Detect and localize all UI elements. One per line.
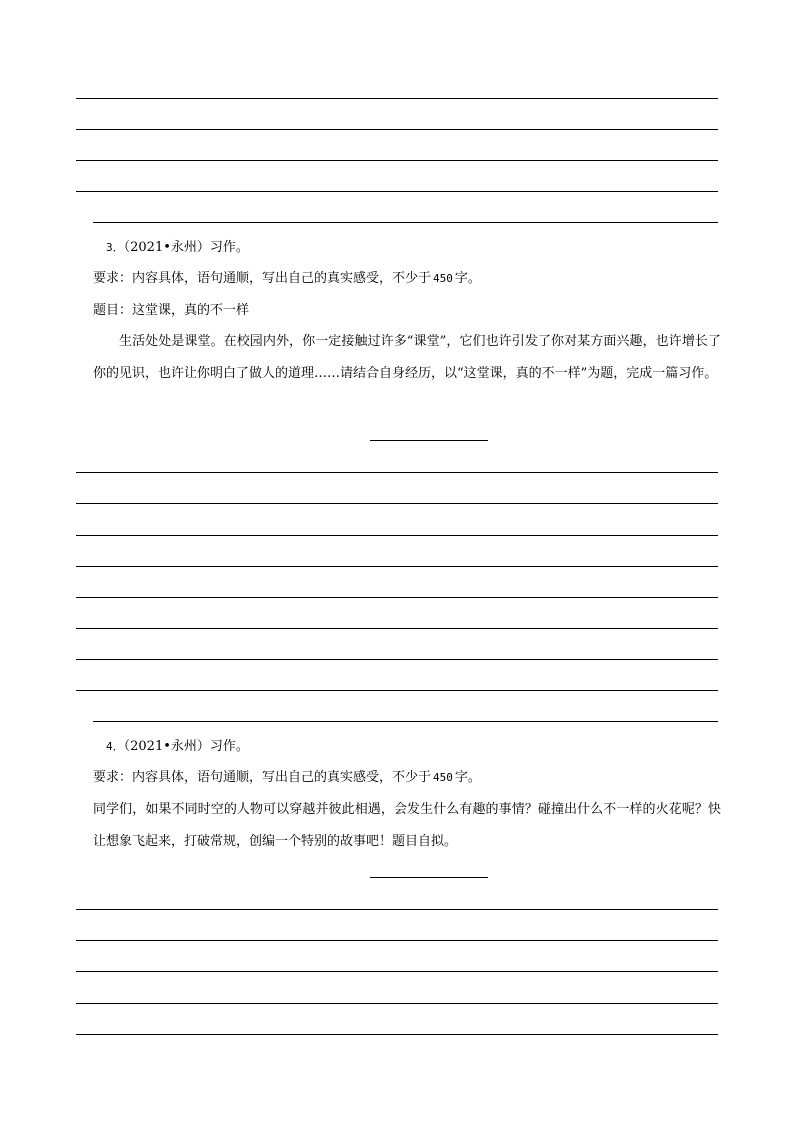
question-number: 3． — [106, 241, 124, 254]
question-3-requirement — [93, 270, 481, 288]
writing-line — [76, 472, 718, 473]
question-4-header — [106, 738, 249, 756]
writing-line — [76, 503, 718, 504]
writing-line — [76, 940, 718, 941]
writing-line — [76, 98, 718, 99]
writing-line — [93, 721, 718, 722]
requirement-text: 要求：内容具体，语句通顺，写出自己的真实感受，不少于 — [93, 271, 432, 286]
writing-line — [76, 690, 718, 691]
writing-line — [76, 659, 718, 660]
question-3-prompt: 生活处处是课堂。在校园内外，你一定接触过许多“课堂”，它们也许引发了你对某方面兴趣，也许增长了你的见识，也许让你明白了做人的道理……请结合自身经历，以“这堂课，真的不一样”为题，完成一篇习作。 — [93, 334, 721, 381]
question-4-prompt: 同学们，如果不同时空的人物可以穿越并彼此相遇，会发生什么有趣的事情？碰撞出什么不一样的火花呢？快让想象飞起来，打破常规，创编一个特别的故事吧！题目自拟。 — [93, 802, 721, 849]
question-label: 习作。 — [209, 240, 249, 255]
title-blank-line — [370, 877, 488, 878]
requirement-text: 要求：内容具体，语句通顺，写出自己的真实感受，不少于 — [93, 770, 432, 785]
question-3-header — [106, 239, 249, 257]
writing-line — [93, 222, 718, 223]
question-source: （2021•永州） — [123, 739, 210, 754]
writing-line — [76, 909, 718, 910]
writing-line — [76, 129, 718, 130]
question-label: 习作。 — [209, 739, 249, 754]
writing-line — [76, 1003, 718, 1004]
writing-line — [76, 160, 718, 161]
question-number: 4． — [106, 740, 124, 753]
question-3-title: 题目：这堂课，真的不一样 — [93, 303, 250, 318]
question-source: （2021•永州） — [123, 240, 210, 255]
word-unit: 字。 — [454, 770, 481, 785]
writing-line — [76, 191, 718, 192]
writing-line — [76, 628, 718, 629]
word-count: 450 — [433, 771, 453, 784]
writing-line — [76, 566, 718, 567]
word-count: 450 — [433, 272, 453, 285]
title-blank-line — [370, 440, 488, 441]
word-unit: 字。 — [454, 271, 481, 286]
question-4-requirement — [93, 769, 481, 787]
writing-line — [76, 535, 718, 536]
writing-line — [76, 971, 718, 972]
writing-line — [76, 597, 718, 598]
writing-line — [76, 1034, 718, 1035]
